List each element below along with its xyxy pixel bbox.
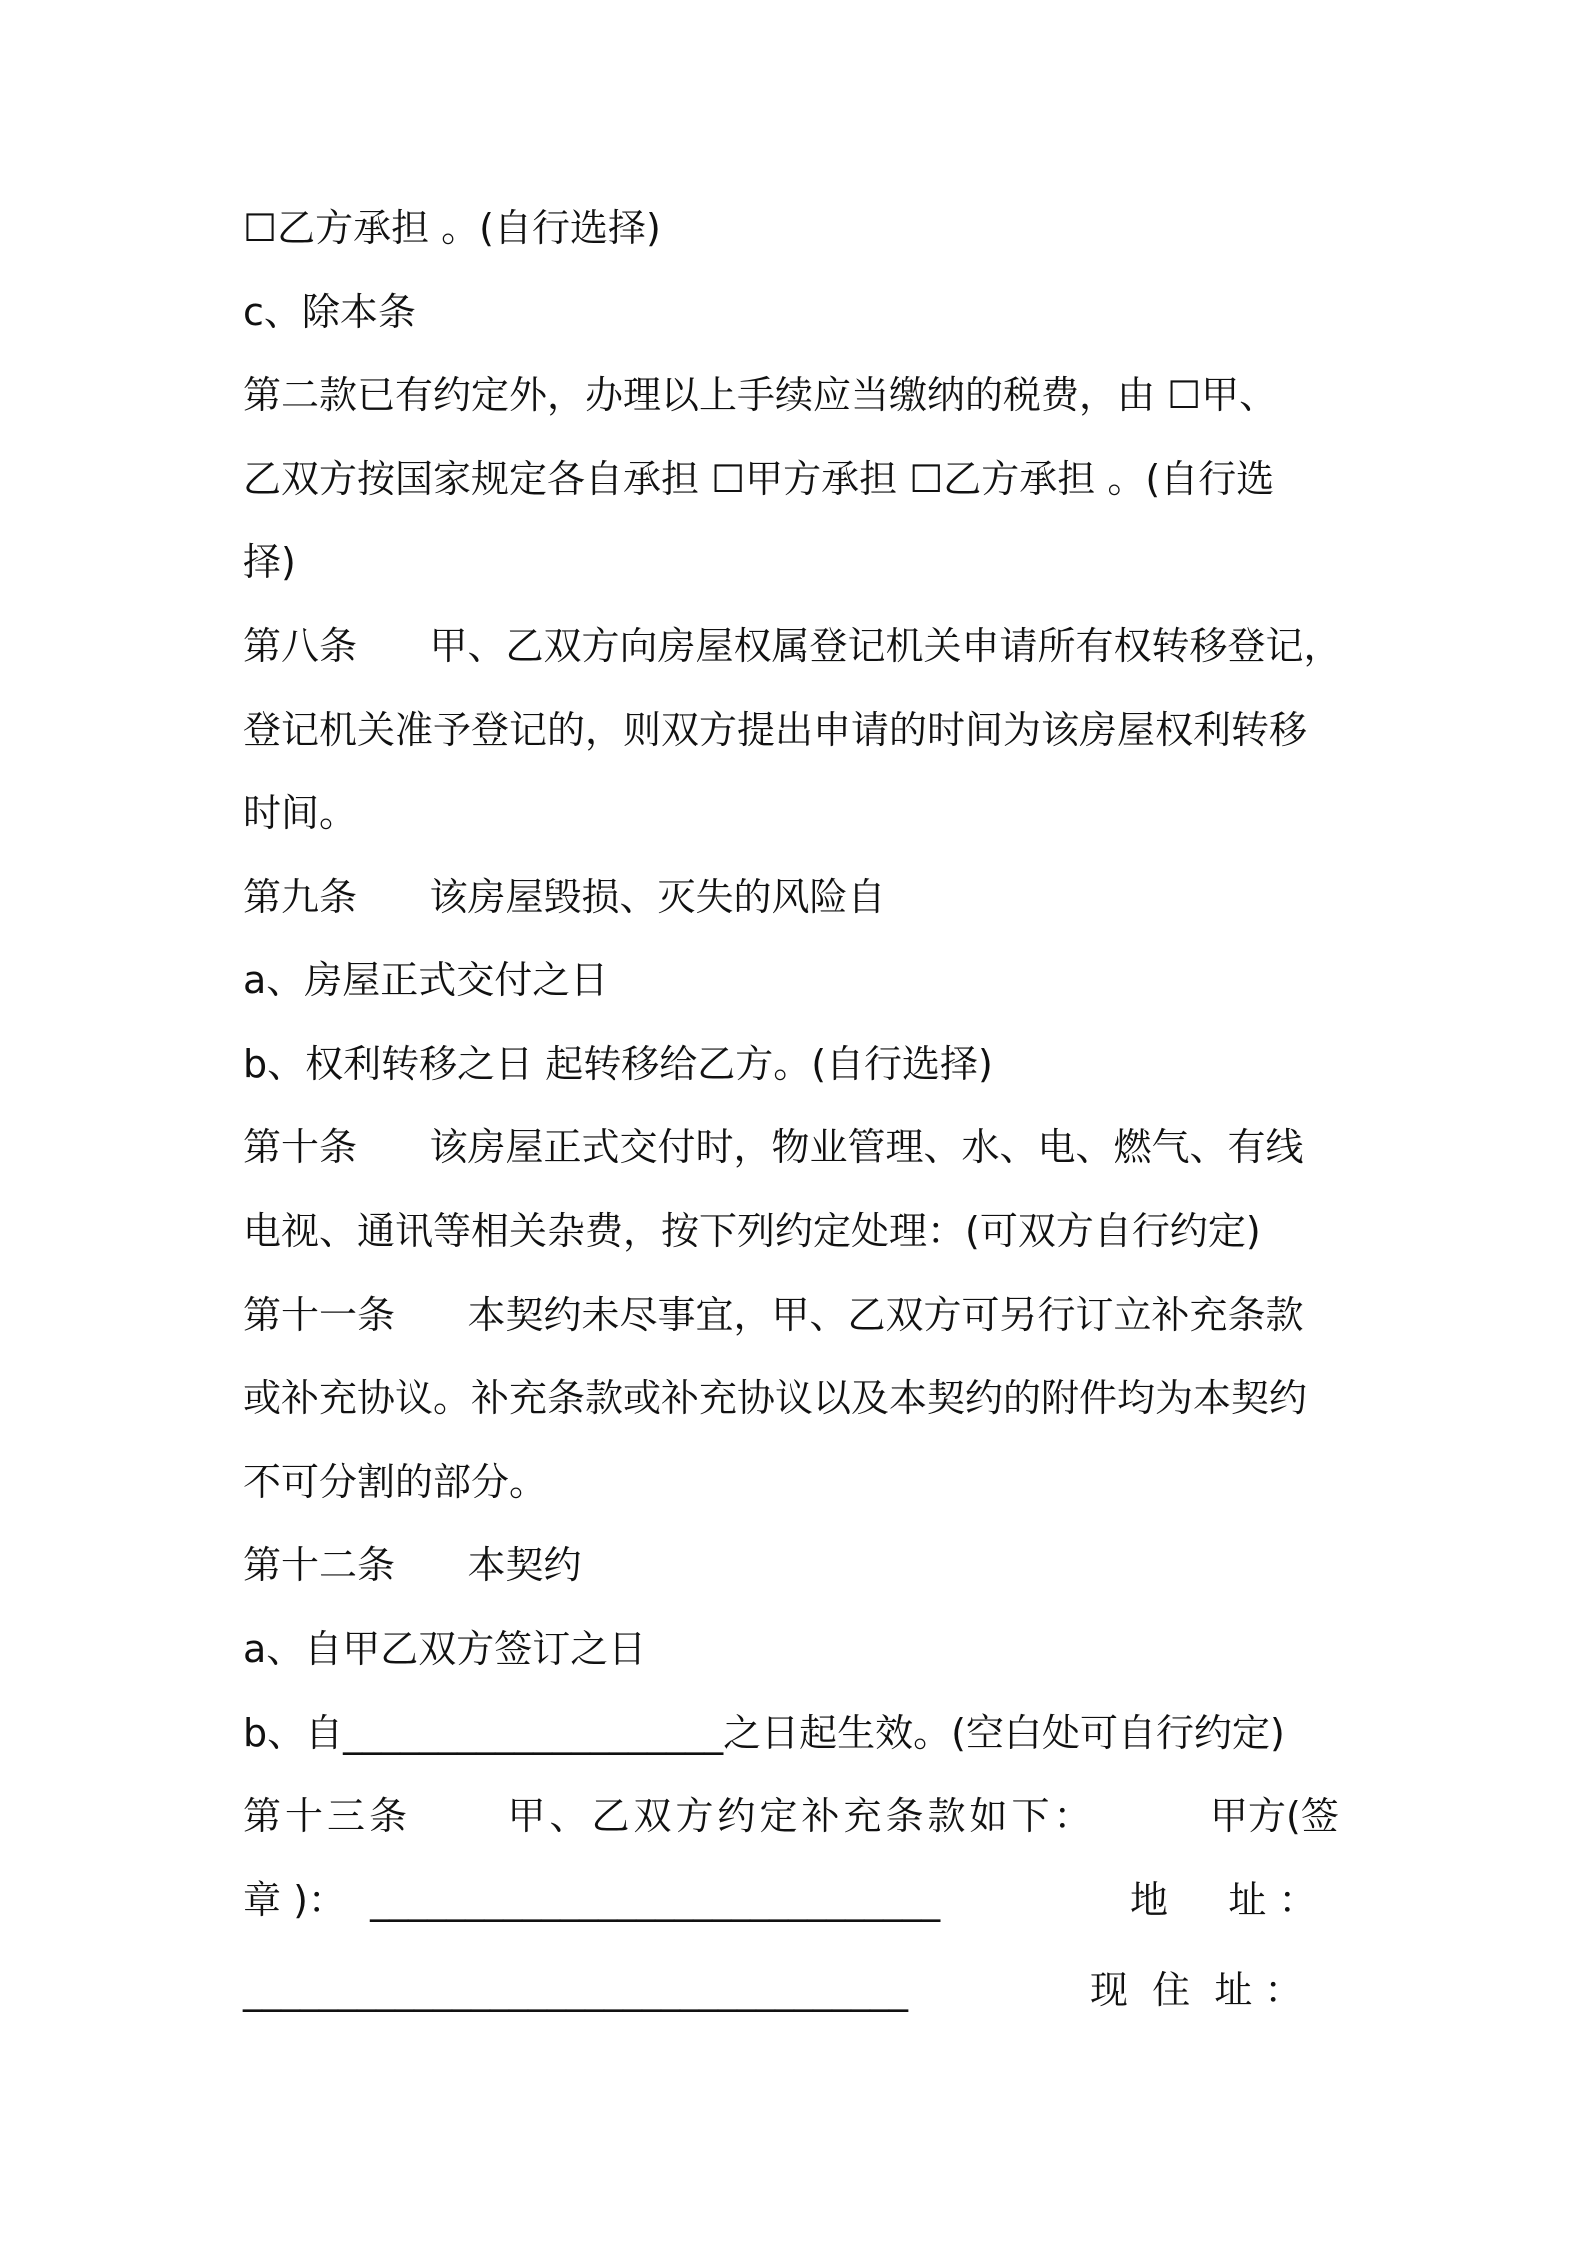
text-line-10: a、房屋正式交付之日 (243, 958, 609, 1002)
signature-blank-line: 章 )： ______________________________ (243, 1878, 941, 1922)
text-line-8: 时间。 (243, 791, 358, 835)
text-line-9: 第九条 该房屋毁损、灭失的风险自 (243, 875, 886, 919)
clause-13-text: 第十三条 甲、乙双方约定补充条款如下： (243, 1794, 1096, 1838)
text-line-4: 乙双方按国家规定各自承担 ☐甲方承担 ☐乙方承担 。(自行选 (243, 457, 1275, 501)
text-line-12: 第十条 该房屋正式交付时，物业管理、水、电、燃气、有线 (243, 1125, 1304, 1169)
text-line-6: 第八条 甲、乙双方向房屋权属登记机关申请所有权转移登记， (243, 624, 1342, 668)
text-line-16: 不可分割的部分。 (243, 1460, 548, 1504)
text-line-13: 电视、通讯等相关杂费，按下列约定处理：(可双方自行约定) (243, 1209, 1261, 1253)
text-line-3: 第二款已有约定外，办理以上手续应当缴纳的税费，由 ☐甲、 (243, 373, 1278, 417)
text-line-14: 第十一条 本契约未尽事宜，甲、乙双方可另行订立补充条款 (243, 1293, 1304, 1337)
text-line-19: b、自____________________之日起生效。(空白处可自行约定) (243, 1711, 1285, 1755)
text-line-7: 登记机关准予登记的，则双方提出申请的时间为该房屋权利转移 (243, 708, 1308, 752)
text-line-11: b、权利转移之日 起转移给乙方。(自行选择) (243, 1042, 993, 1086)
address-label: 地 址 ： (1130, 1878, 1317, 1922)
text-line-15: 或补充协议。补充条款或补充协议以及本契约的附件均为本契约 (243, 1376, 1308, 1420)
text-line-17: 第十二条 本契约 (243, 1543, 582, 1587)
text-line-1: ☐乙方承担 。(自行选择) (243, 206, 661, 250)
party-a-signature-label: 甲方(签 (1210, 1794, 1339, 1838)
text-line-5: 择) (243, 540, 296, 584)
text-line-18: a、自甲乙双方签订之日 (243, 1627, 647, 1671)
text-line-2: c、除本条 (243, 290, 416, 334)
address-blank-line: ___________________________________ (243, 1968, 908, 2012)
current-address-label: 现 住 址 ： (1090, 1968, 1303, 2012)
